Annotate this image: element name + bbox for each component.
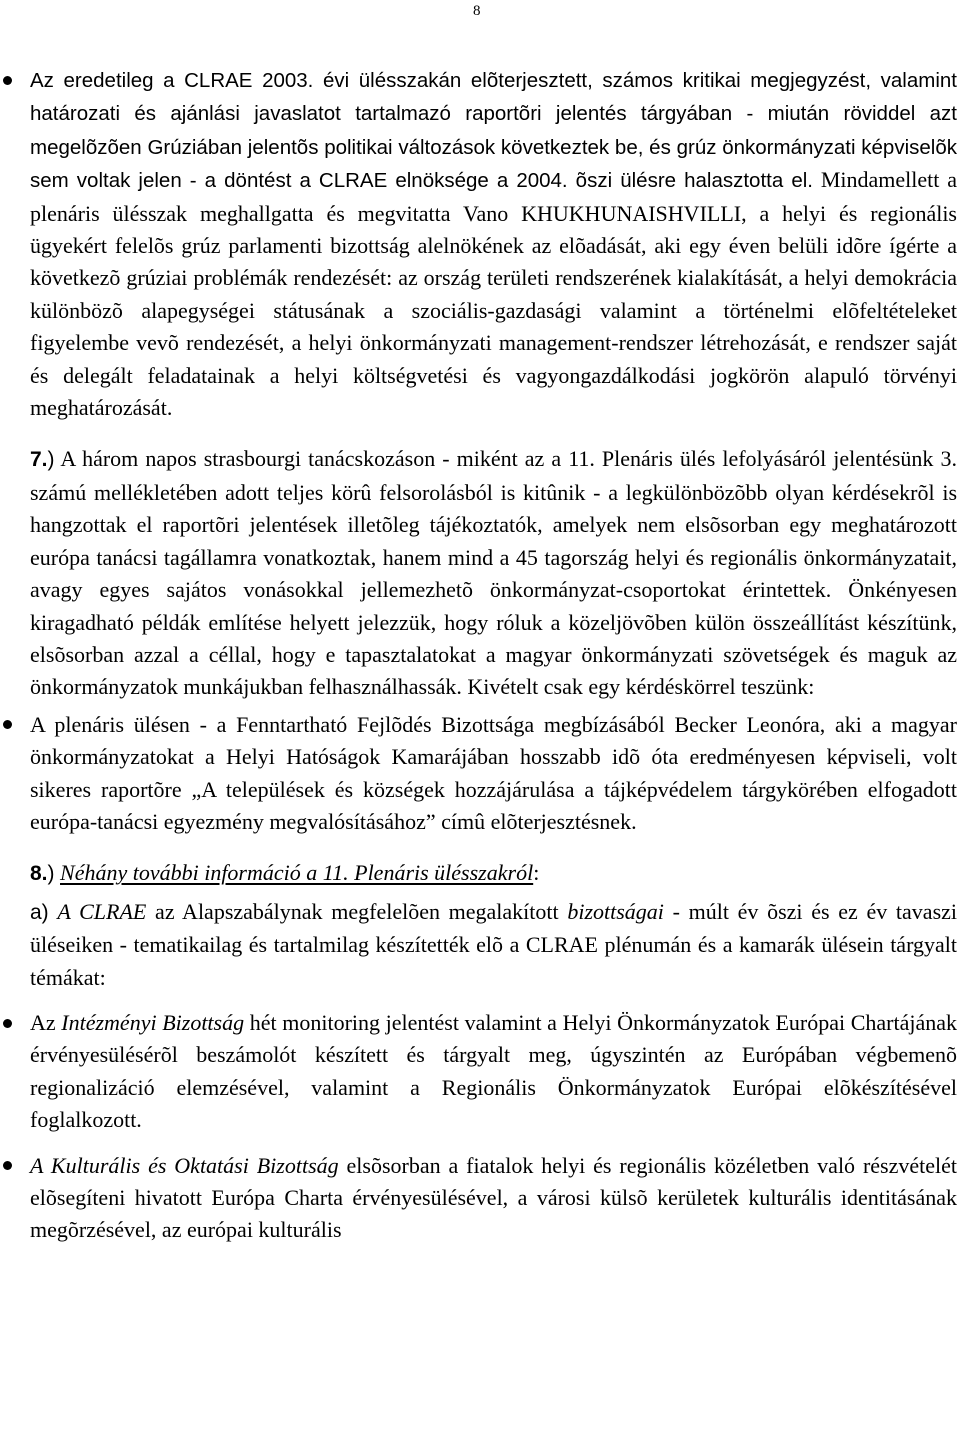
- section-paren: ): [47, 862, 55, 886]
- section-paren: ): [47, 448, 55, 472]
- subsection-a-paragraph: [30, 896, 957, 994]
- bullet-icon: [3, 709, 12, 741]
- committee-name: Intézményi Bizottság: [61, 1009, 245, 1035]
- bullet-icon: [3, 64, 12, 96]
- paragraph-text-post: elsõsorban a fiatalok helyi és regionális közéletben való részvételét elõsegíteni hivatott Európa Charta érvényesülésével, a városi külsõ kerületek kulturális identitásának megõrzésével, az európai kulturális: [30, 1152, 958, 1243]
- subsection-subject: A CLRAE: [57, 898, 147, 924]
- paragraph-text-post: hét monitoring jelentést valamint a Helyi Önkormányzatok Európai Chartájának érvényesülésérõl beszámolót készített és tárgyalt meg, úgyszintén az Európában végbemenõ regionalizáció elemzésével, valamint a Regionális Önkormányzatok Európai elõkészítésével foglalkozott.: [30, 1009, 957, 1133]
- paragraph-text-serif: Mindamellett a plenáris ülésszak meghallgatta és megvitatta Vano KHUKHUNAISHVILLI, a helyi és regionális ügyekért felelõs grúz parlamenti bizottság alelnökének az elõadását, aki egy éven belüli idõre ígérte a következõ grúziai problémák rendezését: az ország területi rendszerének kialakítását, a helyi demokrácia különbözõ alapegységei státusának a szociális-gazdasági valamint a történelmi elõfeltételeket figyelembe vevõ rendezését, a helyi önkormányzati management-rendszer létrehozását, e rendszer saját és delegált feladatainak a helyi költségvetési és vagyongazdálkodási jogkörön alapuló törvényi meghatározását.: [30, 167, 958, 421]
- bullet-paragraph-georgia: [30, 64, 957, 424]
- subsection-letter: a): [30, 900, 49, 924]
- bullet-paragraph-cultural: [30, 1150, 957, 1247]
- paragraph-text-pre: Az: [30, 1009, 62, 1035]
- section-colon: :: [533, 860, 540, 886]
- committee-name: A Kulturális és Oktatási Bizottság: [30, 1152, 339, 1178]
- section-number: 7.: [30, 448, 48, 472]
- document-body: [30, 64, 957, 1247]
- subsection-text-2: - múlt év õszi és ez év tavaszi üléseiken - tematikailag és tartalmilag készítették elõ a CLRAE plénumán és a kamarák ülésein tárgyalt témákat:: [30, 898, 958, 990]
- paragraph-text-sans: Az eredetileg a CLRAE 2003. évi ülésszakán elõterjesztett, számos kritikai megjegyzést, valamint határozati és ajánlási javaslatot tartalmazó raportõri jelentés tárgyában - miután röviddel azt megelõzõen Grúziában jelentõs politikai változások következtek be, és grúz önkormányzati képviselõk sem voltak jelen - a döntést a CLRAE elnöksége a 2004. õszi ülésre halasztotta el.: [30, 69, 957, 193]
- bullet-paragraph-institutional: [30, 1007, 957, 1137]
- bullet-icon: [3, 1007, 12, 1039]
- section-number: 8.: [30, 862, 48, 886]
- bullet-paragraph-becker: [30, 709, 957, 839]
- bullet-icon: [3, 1150, 12, 1182]
- section-7-paragraph: [30, 443, 957, 703]
- subsection-italic-word: bizottságai: [567, 898, 664, 924]
- section-title: Néhány további információ a 11. Plenáris ülésszakról: [60, 860, 534, 886]
- section-text: A három napos strasbourgi tanácskozáson - miként az a 11. Plenáris ülés lefolyásáról jelentésünk 3. számú mellékletében adott teljes körû felsorolásból is kitûnik - a legkülönbözõbb olyan kérdésekrõl is hangzottak el raportõri jelentések illetõleg tájékoztatók, amelyek nem elsõsorban egy meghatározott európa tanácsi tagállamra vonatkoztak, hanem mind a 45 tagország helyi és regionális önkormányzatait, avagy egyes sajátos vonásokkal jellemezhetõ önkormányzat-csoportokat érintettek. Önkényesen kiragadható példák említése helyett jelezzük, hogy róluk a közeljövõben külön összeállítást készítünk, elsõsorban azzal a céllal, hogy e tapasztalatokat a magyar önkormányzati szövetségek és maguk az önkormányzatok munkájukban felhasználhassák. Kivételt csak egy kérdéskörrel teszünk:: [30, 446, 957, 700]
- subsection-text-1: az Alapszabálynak megfelelõen megalakított: [146, 898, 568, 924]
- section-8-heading: [30, 857, 957, 890]
- paragraph-text: A plenáris ülésen - a Fenntartható Fejlõdés Bizottsága megbízásából Becker Leonóra, aki a magyar önkormányzatokat a Helyi Hatóságok Kamarájában hosszabb idõ óta eredményesen képviseli, volt sikeres raportõre „A települések és községek hozzájárulása a tájképvédelem tárgykörében elfogadott európa-tanácsi egyezmény megvalósításához” címû elõterjesztésnek.: [30, 711, 957, 834]
- page-number: 8: [473, 3, 481, 19]
